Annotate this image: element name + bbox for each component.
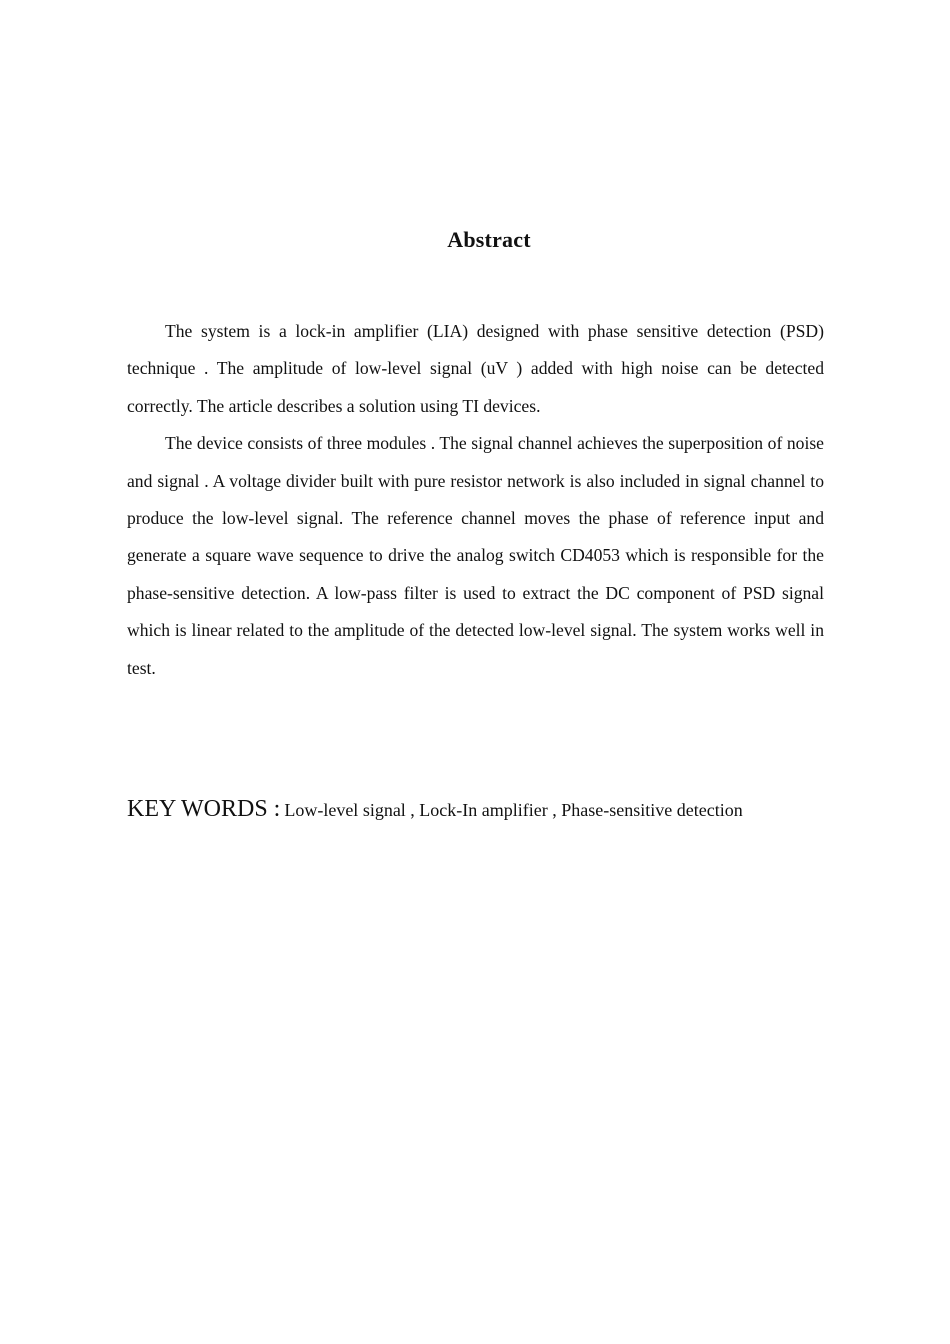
abstract-paragraph-2: The device consists of three modules . The signal channel achieves the superposition of noise and signal . A voltage divider built with pure resistor network is also included in signal channel to produce the low-level signal. The reference channel moves the phase of reference input and generate a square wave sequence to drive the analog switch CD4053 which is responsible for the phase-sensitive detection. A low-pass filter is used to extract the DC component of PSD signal which is linear related to the amplitude of the detected low-level signal. The system works well in test. [127, 433, 824, 678]
abstract-paragraph-1: The system is a lock-in amplifier (LIA) designed with phase sensitive detection (PSD) technique . The amplitude of low-level signal (uV ) added with high noise can be detected correctly. The article describes a solution using TI devices. [127, 321, 824, 416]
keywords-label: KEY WORDS : [127, 796, 281, 822]
keywords-line [127, 793, 847, 828]
keywords-text: Low-level signal , Lock-In amplifier , Phase-sensitive detection [284, 800, 743, 820]
abstract-title: Abstract [447, 227, 531, 252]
abstract-body [127, 313, 824, 687]
